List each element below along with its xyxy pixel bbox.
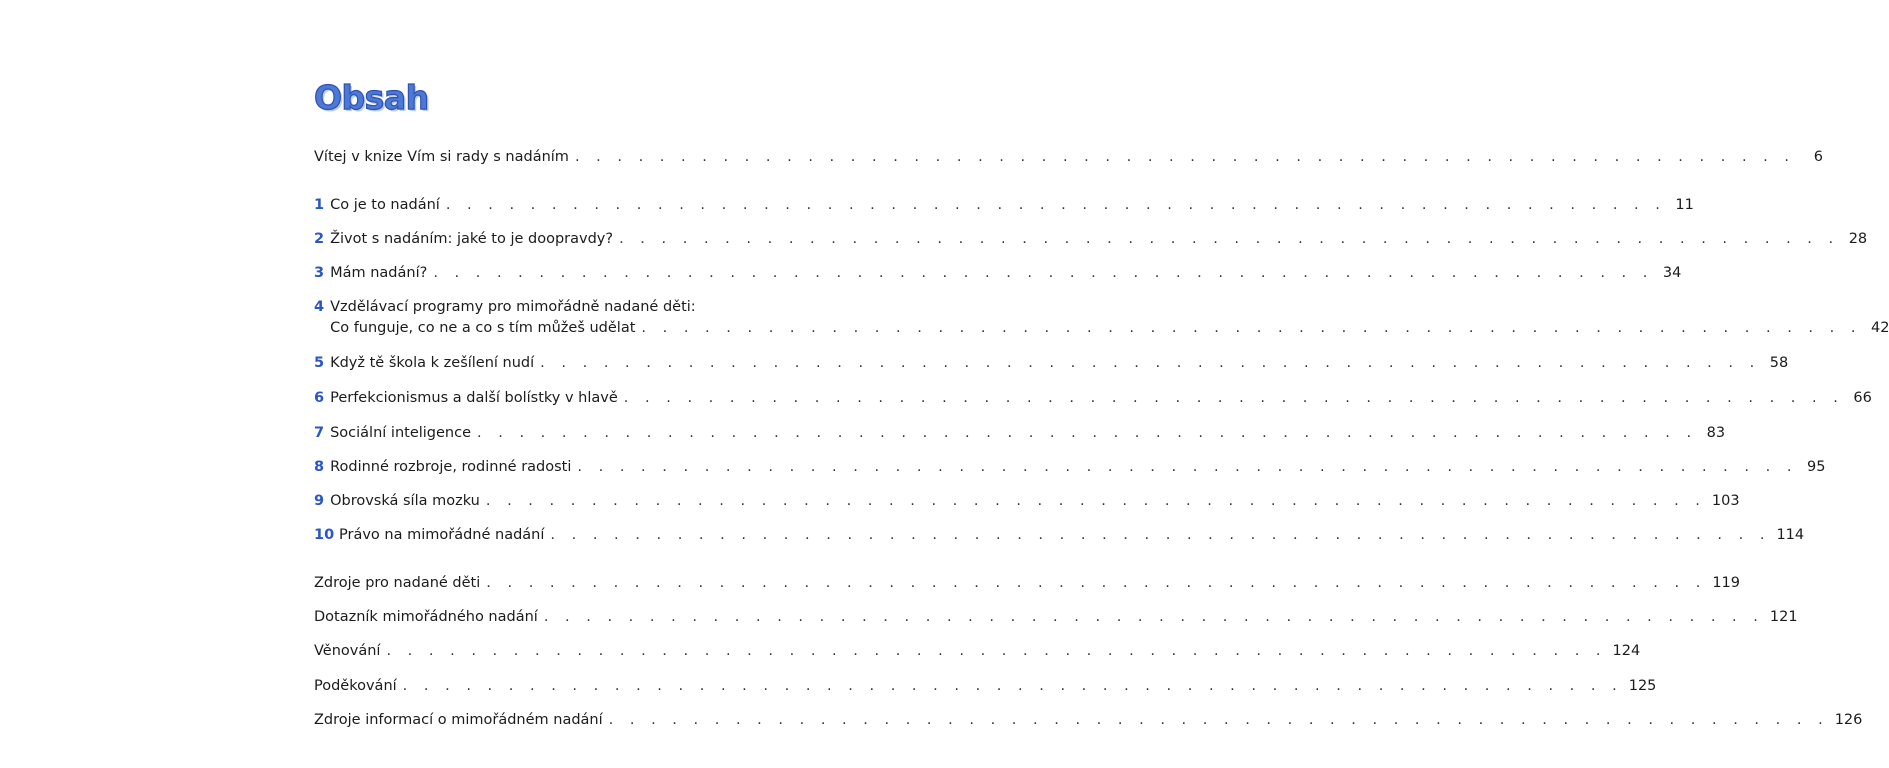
toc-page-number: 125	[1628, 678, 1657, 694]
toc-entry-label: Věnování	[314, 643, 381, 659]
toc-page-number: 103	[1711, 493, 1740, 509]
dot-leader	[486, 492, 1706, 510]
toc-entry-label: Dotazník mimořádného nadání	[314, 609, 538, 625]
toc-page-number: 95	[1807, 459, 1826, 475]
dot-leader	[544, 608, 1764, 626]
toc-entry-label: Perfekcionismus a další bolístky v hlavě	[330, 390, 618, 406]
chapter-number: 6	[314, 390, 325, 406]
toc-page-number: 114	[1776, 527, 1805, 543]
dot-leader	[641, 319, 1861, 337]
toc-title: Obsah	[314, 78, 429, 117]
dot-leader	[619, 230, 1839, 248]
toc-page-number: 121	[1769, 609, 1798, 625]
dot-leader	[477, 424, 1697, 442]
toc-entry-label: Vítej v knize Vím si rady s nadáním	[314, 149, 569, 165]
toc-entry-label-line2: Co funguje, co ne a co s tím můžeš udělat	[330, 320, 636, 336]
toc-backmatter-2[interactable]	[314, 608, 1798, 626]
toc-chapter-7[interactable]	[314, 424, 1726, 442]
toc-entry-label: Poděkování	[314, 678, 397, 694]
dot-leader	[386, 642, 1606, 660]
toc-chapter-6[interactable]	[314, 389, 1872, 407]
toc-chapter-2[interactable]	[314, 230, 1868, 248]
toc-entry-label: Právo na mimořádné nadání	[339, 527, 545, 543]
toc-chapter-9[interactable]	[314, 492, 1740, 510]
toc-chapter-3[interactable]	[314, 264, 1682, 282]
chapter-number: 9	[314, 493, 325, 509]
dot-leader	[403, 677, 1623, 695]
toc-chapter-10[interactable]	[314, 526, 1805, 544]
toc-page-number: 83	[1706, 425, 1726, 441]
toc-entry-label-line1: Vzdělávací programy pro mimořádně nadané děti:	[330, 299, 696, 315]
toc-entry-label: Zdroje pro nadané děti	[314, 575, 481, 591]
toc-chapter-4[interactable]	[314, 298, 1889, 337]
chapter-number: 4	[314, 299, 325, 315]
dot-leader	[577, 458, 1797, 476]
toc-backmatter-4[interactable]	[314, 677, 1657, 695]
dot-leader	[609, 711, 1829, 729]
dot-leader	[550, 526, 1770, 544]
dot-leader	[624, 389, 1844, 407]
chapter-number: 7	[314, 425, 325, 441]
dot-leader	[486, 574, 1706, 592]
toc-entry-line2	[330, 319, 1889, 337]
toc-entry-label: Život s nadáním: jaké to je doopravdy?	[330, 231, 614, 247]
toc-page-number: 119	[1712, 575, 1741, 591]
toc-page-number: 34	[1662, 265, 1682, 281]
chapter-number: 8	[314, 459, 325, 475]
toc-backmatter-3[interactable]	[314, 642, 1641, 660]
dot-leader	[575, 148, 1795, 166]
dot-leader	[540, 354, 1760, 372]
toc-page-number: 58	[1769, 355, 1789, 371]
toc-entry-label: Mám nadání?	[330, 265, 428, 281]
toc-page-number: 126	[1834, 712, 1863, 728]
toc-page-number: 124	[1612, 643, 1641, 659]
toc-backmatter-1[interactable]	[314, 574, 1741, 592]
chapter-number: 5	[314, 355, 325, 371]
toc-page-number: 28	[1848, 231, 1868, 247]
toc-chapter-1[interactable]	[314, 196, 1694, 214]
chapter-number: 3	[314, 265, 325, 281]
toc-entry-label: Obrovská síla mozku	[330, 493, 480, 509]
dot-leader	[446, 196, 1666, 214]
chapter-number: 10	[314, 527, 335, 543]
toc-page-number: 42	[1871, 320, 1889, 336]
chapter-number: 1	[314, 197, 325, 213]
toc-entry-label: Co je to nadání	[330, 197, 440, 213]
toc-entry-label: Zdroje informací o mimořádném nadání	[314, 712, 603, 728]
toc-chapter-8[interactable]	[314, 458, 1826, 476]
toc-entry-label: Sociální inteligence	[330, 425, 472, 441]
toc-page-number: 6	[1813, 149, 1823, 165]
toc-backmatter-5[interactable]	[314, 711, 1863, 729]
toc-entry-intro[interactable]	[314, 148, 1823, 166]
toc-entry-label: Rodinné rozbroje, rodinné radosti	[330, 459, 572, 475]
dot-leader	[433, 264, 1653, 282]
toc-page-number: 11	[1675, 197, 1694, 213]
toc-page-number: 66	[1853, 390, 1872, 406]
toc-entry-label: Když tě škola k zešílení nudí	[330, 355, 535, 371]
chapter-number: 2	[314, 231, 325, 247]
toc-entry-label-block	[330, 298, 1889, 337]
toc-chapter-5[interactable]	[314, 354, 1789, 372]
